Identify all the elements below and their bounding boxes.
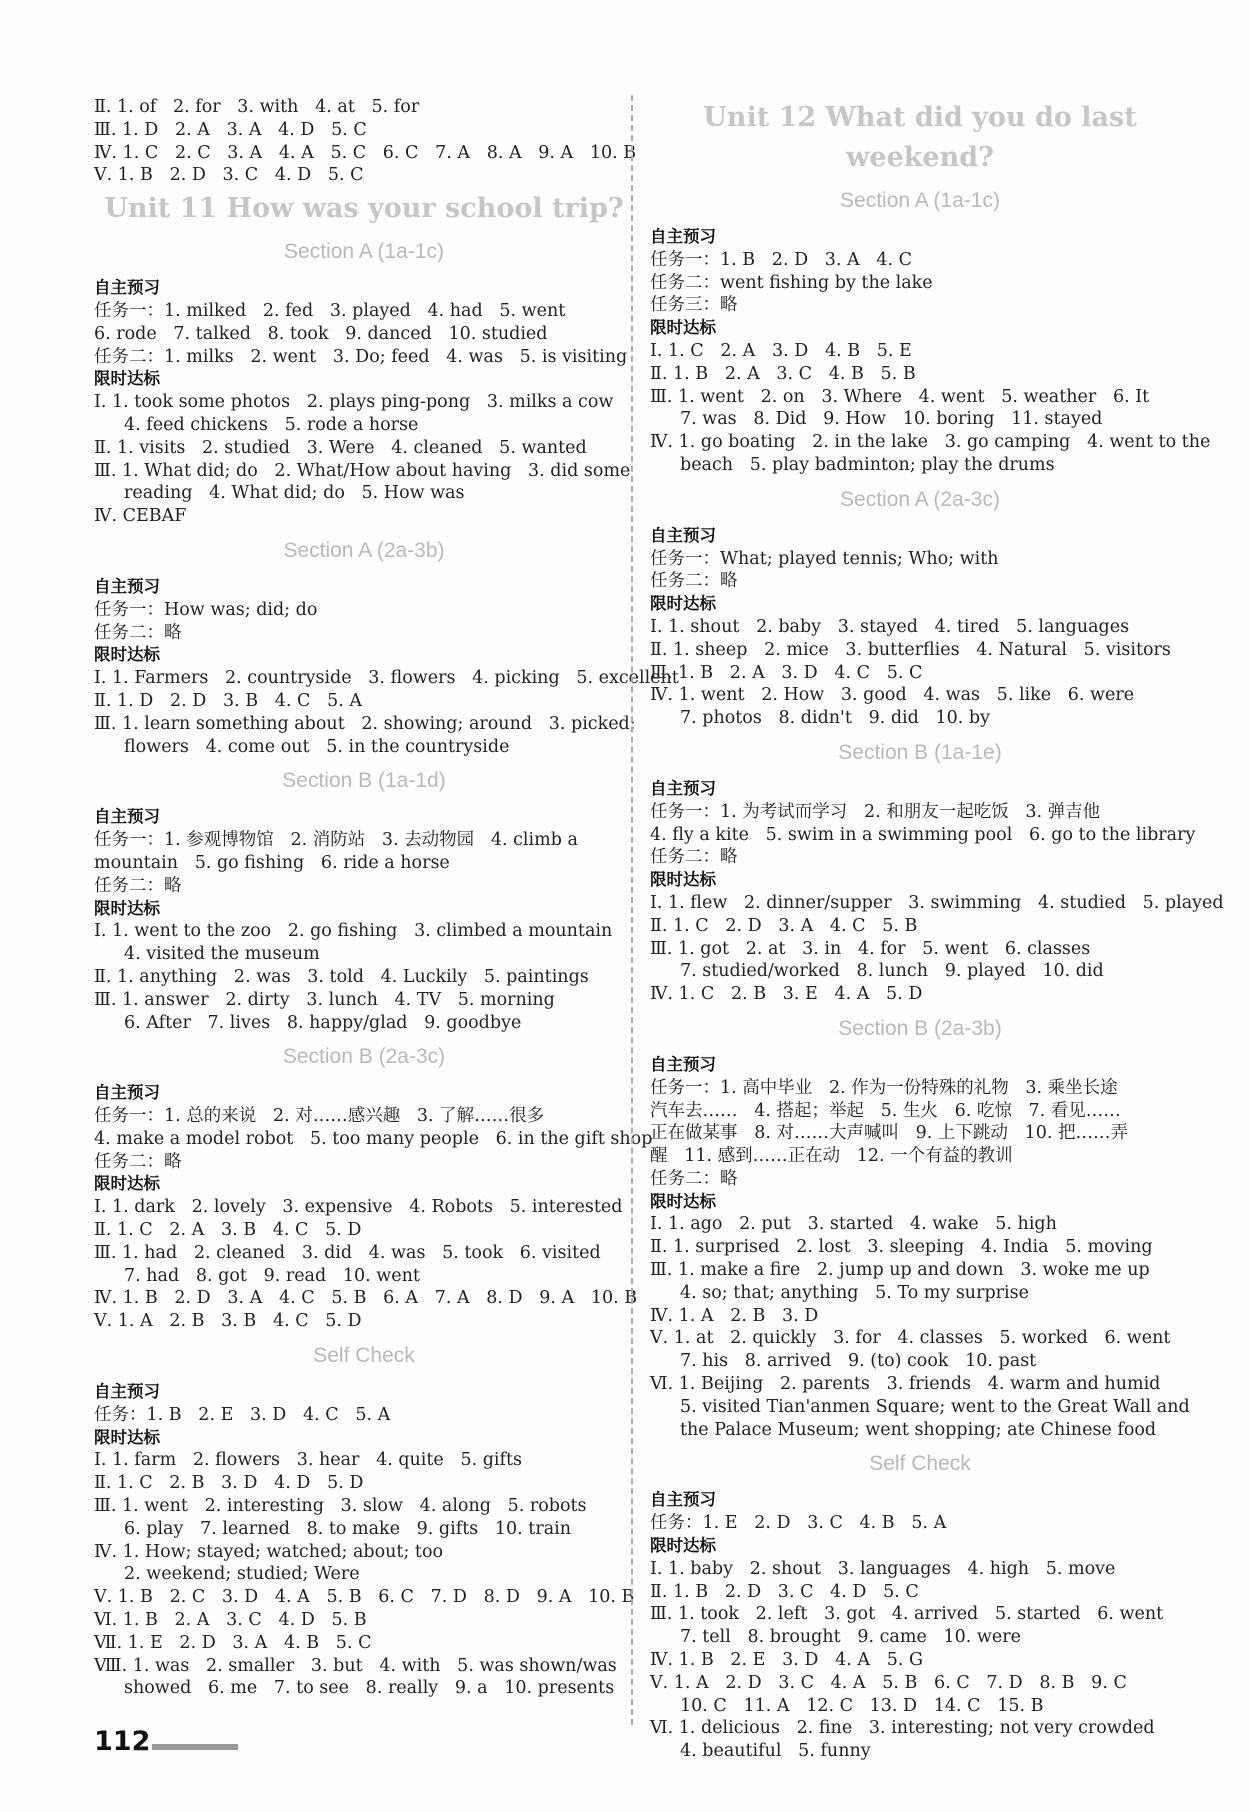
answer-line-continued: 6. After 7. lives 8. happy/glad 9. goodbye <box>124 1012 522 1033</box>
answer-line: Ⅳ. 1. B 2. D 3. A 4. C 5. B 6. A 7. A 8. D 9. A 10. B <box>94 1288 638 1309</box>
answer-line: Ⅰ. 1. flew 2. dinner/supper 3. swimming 4. studied 5. played <box>650 892 1224 913</box>
answer-line: Ⅱ. 1. sheep 2. mice 3. butterflies 4. Natural 5. visitors <box>650 639 1171 660</box>
answer-line: 汽车去…… 4. 搭起；举起 5. 生火 6. 吃惊 7. 看见…… <box>650 1100 1121 1121</box>
answer-line-continued: 4. feed chickens 5. rode a horse <box>124 414 419 435</box>
answer-line: 任务：1. E 2. D 3. C 4. B 5. A <box>650 1513 947 1534</box>
subsection-label: 自主预习 <box>650 525 716 545</box>
subsection-label: 自主预习 <box>94 807 160 827</box>
answer-line: 4. fly a kite 5. swim in a swimming pool 6. go to the library <box>650 824 1196 845</box>
answer-line-continued: reading 4. What did; do 5. How was <box>124 483 465 504</box>
answer-line: 6. rode 7. talked 8. took 9. danced 10. studied <box>94 323 548 344</box>
answer-line: 任务二：went fishing by the lake <box>650 272 933 293</box>
answer-line: Ⅱ. 1. C 2. A 3. B 4. C 5. D <box>94 1220 362 1241</box>
answer-line: Ⅱ. 1. B 2. D 3. C 4. D 5. C <box>650 1581 919 1602</box>
subsection-label: 自主预习 <box>94 1382 160 1402</box>
answer-line: Ⅵ. 1. B 2. A 3. C 4. D 5. B <box>94 1610 367 1631</box>
subsection-label: 限时达标 <box>650 870 716 890</box>
page-number: 112 <box>94 1726 151 1757</box>
answer-line: Ⅲ. 1. took 2. left 3. got 4. arrived 5. started 6. went <box>650 1604 1164 1625</box>
answer-line: Ⅴ. 1. B 2. D 3. C 4. D 5. C <box>94 165 364 186</box>
answer-line: 任务一：1. B 2. D 3. A 4. C <box>650 249 913 270</box>
answer-line-continued: the Palace Museum; went shopping; ate Chinese food <box>680 1419 1157 1440</box>
subsection-label: 限时达标 <box>650 594 716 614</box>
subsection-label: 自主预习 <box>650 778 716 798</box>
left-column <box>94 96 679 1700</box>
answer-line: 任务一：1. 高中毕业 2. 作为一份特殊的礼物 3. 乘坐长途 <box>650 1077 1118 1098</box>
answer-line: 任务三：略 <box>650 295 738 316</box>
answer-line-continued: flowers 4. come out 5. in the countryside <box>124 736 510 757</box>
section-heading: Section B (1a-1e) <box>838 740 1002 764</box>
answer-line: Ⅰ. 1. went to the zoo 2. go fishing 3. climbed a mountain <box>94 921 613 942</box>
answer-line: 任务二：略 <box>94 622 182 643</box>
answer-line: Ⅳ. CEBAF <box>94 506 187 527</box>
answer-line: Ⅰ. 1. Farmers 2. countryside 3. flowers 4. picking 5. excellent <box>94 668 679 689</box>
answer-line: Ⅰ. 1. ago 2. put 3. started 4. wake 5. high <box>650 1214 1057 1235</box>
answer-line: 任务一：1. milked 2. fed 3. played 4. had 5. went <box>94 300 566 321</box>
answer-line: Ⅱ. 1. C 2. B 3. D 4. D 5. D <box>94 1473 364 1494</box>
answer-line-continued: 2. weekend; studied; Were <box>124 1564 360 1585</box>
answer-line: 任务一：1. 总的来说 2. 对……感兴趣 3. 了解……很多 <box>94 1106 545 1127</box>
answer-line: Ⅲ. 1. B 2. A 3. D 4. C 5. C <box>650 662 923 683</box>
answer-line: mountain 5. go fishing 6. ride a horse <box>94 852 450 873</box>
section-heading: Section B (2a-3b) <box>838 1016 1002 1040</box>
page-number-bar <box>152 1744 238 1750</box>
answer-line: Ⅳ. 1. A 2. B 3. D <box>650 1305 819 1326</box>
answer-line: Ⅲ. 1. went 2. interesting 3. slow 4. along 5. robots <box>94 1496 587 1517</box>
section-heading: Self Check <box>869 1452 971 1476</box>
answer-line-continued: beach 5. play badminton; play the drums <box>680 454 1055 475</box>
answer-line: Ⅱ. 1. D 2. D 3. B 4. C 5. A <box>94 690 363 711</box>
answer-line: Ⅲ. 1. went 2. on 3. Where 4. went 5. weather 6. It <box>650 386 1150 407</box>
answer-line: Ⅲ. 1. What did; do 2. What/How about having 3. did some <box>94 460 631 481</box>
answer-line: Ⅱ. 1. C 2. D 3. A 4. C 5. B <box>650 915 918 936</box>
section-heading: Section A (2a-3c) <box>840 487 1000 511</box>
answer-line: Ⅰ. 1. took some photos 2. plays ping-pong 3. milks a cow <box>94 392 614 413</box>
answer-line: 任务二：1. milks 2. went 3. Do; feed 4. was 5. is visiting <box>94 346 628 367</box>
answer-line: Ⅱ. 1. B 2. A 3. C 4. B 5. B <box>650 363 916 384</box>
answer-line-continued: 7. photos 8. didn't 9. did 10. by <box>680 708 991 729</box>
answer-line-continued: 7. was 8. Did 9. How 10. boring 11. stayed <box>680 409 1103 430</box>
answer-line: 任务二：略 <box>650 1168 738 1189</box>
answer-line-continued: 10. C 11. A 12. C 13. D 14. C 15. B <box>680 1695 1044 1716</box>
answer-line-continued: 7. his 8. arrived 9. (to) cook 10. past <box>680 1351 1037 1372</box>
subsection-label: 限时达标 <box>94 1427 160 1447</box>
answer-line: 任务一：What; played tennis; Who; with <box>650 548 999 569</box>
subsection-label: 限时达标 <box>94 898 160 918</box>
subsection-label: 自主预习 <box>94 278 160 298</box>
subsection-label: 自主预习 <box>650 1054 716 1074</box>
subsection-label: 自主预习 <box>650 1490 716 1510</box>
answer-line: Ⅴ. 1. A 2. D 3. C 4. A 5. B 6. C 7. D 8. B 9. C <box>650 1672 1127 1693</box>
answer-line: 任务二：略 <box>650 571 738 592</box>
answer-line: 任务：1. B 2. E 3. D 4. C 5. A <box>94 1404 391 1425</box>
section-heading: Section A (1a-1c) <box>840 189 1000 212</box>
answer-line: Ⅱ. 1. visits 2. studied 3. Were 4. cleaned 5. wanted <box>94 437 587 458</box>
answer-line: Ⅵ. 1. Beijing 2. parents 3. friends 4. warm and humid <box>650 1374 1161 1395</box>
subsection-label: 限时达标 <box>650 1536 716 1556</box>
right-column <box>650 96 1224 1763</box>
answer-line: 任务二：略 <box>94 1151 182 1172</box>
answer-line: Ⅳ. 1. C 2. C 3. A 4. A 5. C 6. C 7. A 8. A 9. A 10. B <box>94 142 637 163</box>
section-heading: Section B (2a-3c) <box>282 1045 446 1069</box>
answer-line: 4. make a model robot 5. too many people 6. in the gift shop <box>94 1128 653 1149</box>
answer-line-continued: 6. play 7. learned 8. to make 9. gifts 10. train <box>124 1518 571 1539</box>
answer-line: Ⅳ. 1. went 2. How 3. good 4. was 5. like 6. were <box>650 685 1135 706</box>
answer-line: Ⅰ. 1. dark 2. lovely 3. expensive 4. Robots 5. interested <box>94 1197 623 1218</box>
answer-line: 任务二：略 <box>650 847 738 868</box>
answer-line-continued: 4. beautiful 5. funny <box>680 1741 871 1762</box>
answer-line: Ⅱ. 1. surprised 2. lost 3. sleeping 4. India 5. moving <box>650 1237 1153 1258</box>
answer-line-continued: 7. had 8. got 9. read 10. went <box>124 1265 420 1286</box>
answer-line: Ⅴ. 1. at 2. quickly 3. for 4. classes 5. worked 6. went <box>650 1328 1171 1349</box>
answer-line: Ⅰ. 1. farm 2. flowers 3. hear 4. quite 5. gifts <box>94 1450 523 1471</box>
answer-line: Ⅲ. 1. learn something about 2. showing; around 3. picked; <box>94 713 636 734</box>
section-heading: Section B (1a-1d) <box>282 769 446 793</box>
answer-line: Ⅲ. 1. answer 2. dirty 3. lunch 4. TV 5. morning <box>94 989 555 1010</box>
subsection-label: 限时达标 <box>650 318 716 338</box>
answer-line: 任务一：1. 为考试而学习 2. 和朋友一起吃饭 3. 弹吉他 <box>650 801 1101 822</box>
answer-line: Ⅰ. 1. C 2. A 3. D 4. B 5. E <box>650 340 912 361</box>
answer-line: 任务一：1. 参观博物馆 2. 消防站 3. 去动物园 4. climb a <box>94 830 578 851</box>
subsection-label: 限时达标 <box>94 369 160 389</box>
answer-line: Ⅵ. 1. delicious 2. fine 3. interesting; not very crowded <box>650 1718 1155 1739</box>
answer-line: Ⅷ. 1. was 2. smaller 3. but 4. with 5. was shown/was <box>94 1655 617 1676</box>
subsection-label: 自主预习 <box>94 576 160 596</box>
subsection-label: 限时达标 <box>94 645 160 665</box>
answer-line: Ⅲ. 1. got 2. at 3. in 4. for 5. went 6. classes <box>650 938 1091 959</box>
answer-line: Ⅲ. 1. had 2. cleaned 3. did 4. was 5. took 6. visited <box>94 1242 601 1263</box>
answer-line-continued: 7. tell 8. brought 9. came 10. were <box>680 1627 1021 1648</box>
answer-line: 任务一：How was; did; do <box>94 599 318 620</box>
subsection-label: 限时达标 <box>650 1191 716 1211</box>
section-heading: Section A (1a-1c) <box>284 240 444 264</box>
section-heading: Section A (2a-3b) <box>283 538 445 562</box>
unit-heading: Unit 12 What did you do last weekend? <box>703 102 1137 173</box>
answer-line: Ⅲ. 1. make a fire 2. jump up and down 3. woke me up <box>650 1260 1150 1281</box>
answer-line: Ⅴ. 1. B 2. C 3. D 4. A 5. B 6. C 7. D 8. D 9. A 10. B <box>94 1587 635 1608</box>
section-heading: Self Check <box>313 1344 415 1368</box>
answer-line: Ⅳ. 1. B 2. E 3. D 4. A 5. G <box>650 1650 923 1671</box>
answer-line-continued: 4. visited the museum <box>124 944 320 965</box>
column-divider <box>631 95 633 1725</box>
answer-line: Ⅱ. 1. anything 2. was 3. told 4. Luckily 5. paintings <box>94 966 589 987</box>
answer-line: Ⅶ. 1. E 2. D 3. A 4. B 5. C <box>94 1632 372 1653</box>
answer-line: Ⅰ. 1. shout 2. baby 3. stayed 4. tired 5. languages <box>650 616 1130 637</box>
answer-line: Ⅴ. 1. A 2. B 3. B 4. C 5. D <box>94 1311 362 1332</box>
answer-line-continued: 5. visited Tian'anmen Square; went to the Great Wall and <box>680 1396 1190 1417</box>
answer-line: Ⅲ. 1. D 2. A 3. A 4. D 5. C <box>94 119 367 140</box>
unit-heading: Unit 11 How was your school trip? <box>104 193 624 225</box>
subsection-label: 限时达标 <box>94 1174 160 1194</box>
answer-line-continued: showed 6. me 7. to see 8. really 9. a 10. presents <box>124 1678 615 1699</box>
answer-line: Ⅱ. 1. of 2. for 3. with 4. at 5. for <box>94 97 420 117</box>
answer-line: 正在做某事 8. 对……大声喊叫 9. 上下跳动 10. 把……弄 <box>650 1123 1128 1144</box>
answer-line: Ⅳ. 1. C 2. B 3. E 4. A 5. D <box>650 984 923 1005</box>
answer-line: 任务二：略 <box>94 875 182 896</box>
subsection-label: 自主预习 <box>94 1083 160 1103</box>
answer-line: Ⅳ. 1. How; stayed; watched; about; too <box>94 1541 444 1562</box>
subsection-label: 自主预习 <box>650 227 716 246</box>
answer-line-continued: 4. so; that; anything 5. To my surprise <box>680 1282 1029 1303</box>
answer-line: Ⅰ. 1. baby 2. shout 3. languages 4. high 5. move <box>650 1558 1116 1579</box>
answer-line: Ⅳ. 1. go boating 2. in the lake 3. go camping 4. went to the <box>650 432 1211 453</box>
answer-line-continued: 7. studied/worked 8. lunch 9. played 10. did <box>680 961 1104 982</box>
answer-line: 醒 11. 感到……正在动 12. 一个有益的教训 <box>650 1146 1013 1167</box>
